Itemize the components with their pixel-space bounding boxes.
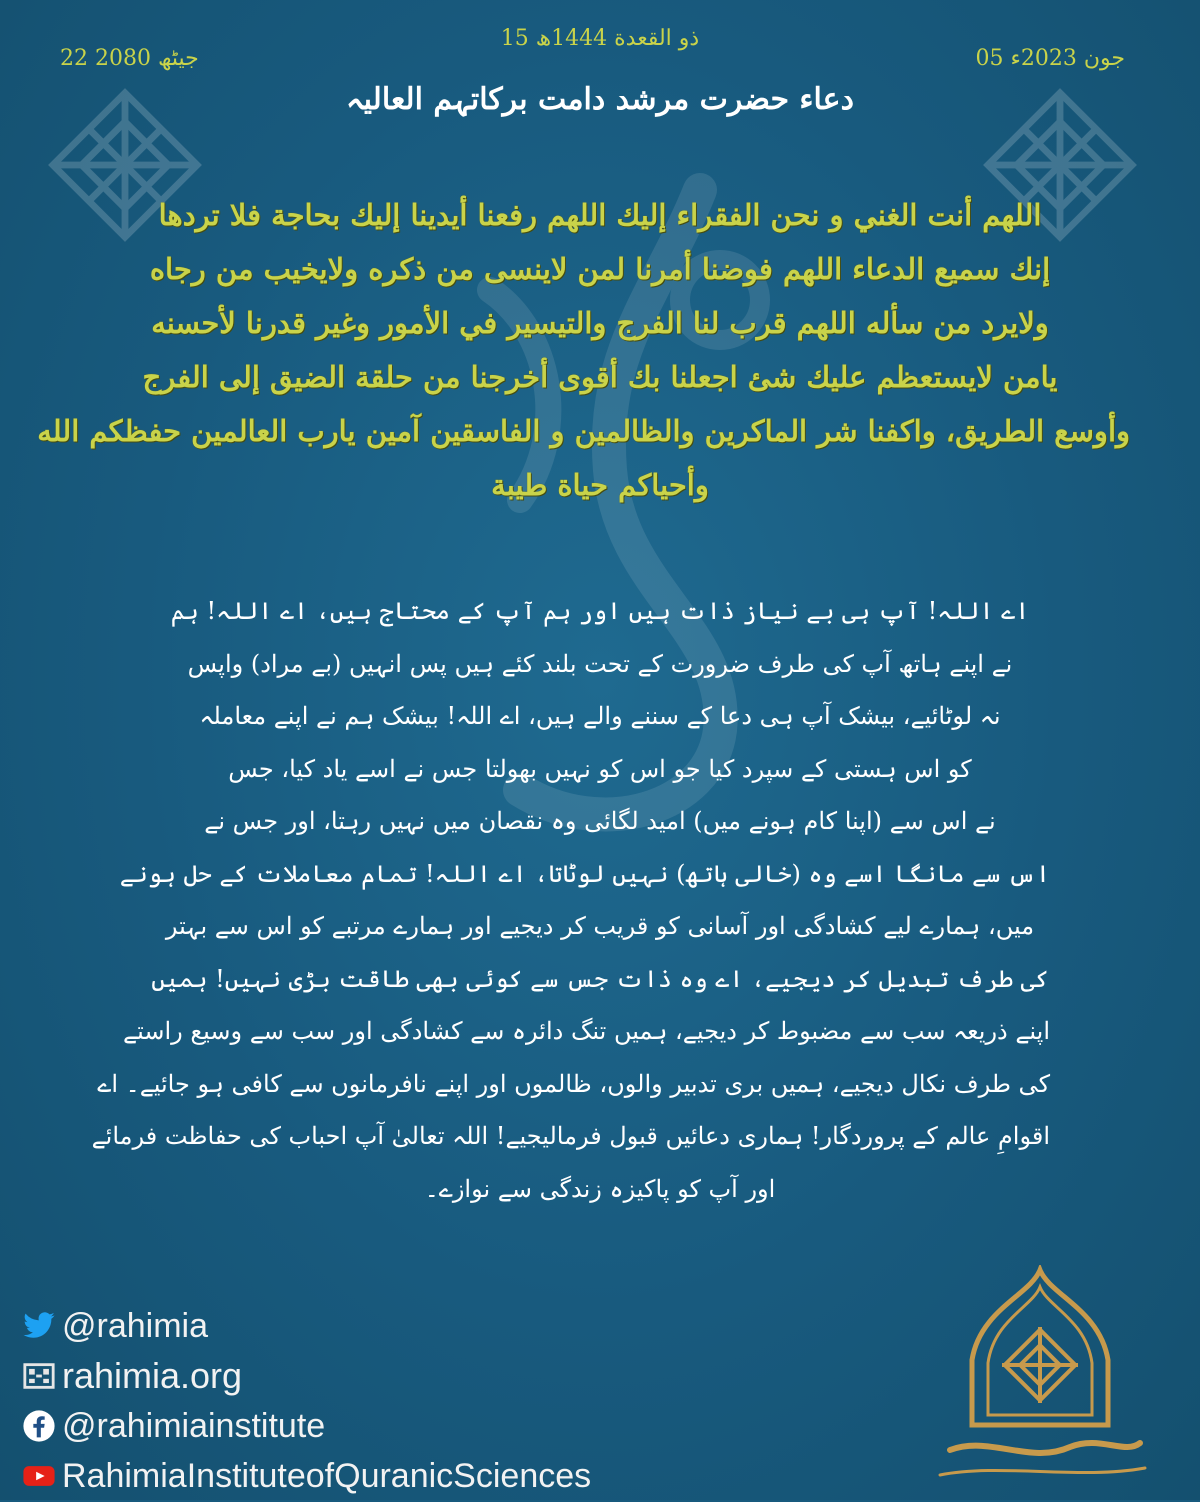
urdu-line: اور آپ کو پاکیزہ زندگی سے نوازے۔ bbox=[424, 1174, 776, 1203]
arabic-line: وأوسع الطريق، واكفنا شر الماكرين والظالمين و الفاسقين آمين يارب العالمين حفظكم الله bbox=[37, 414, 1130, 448]
urdu-line: نے اپنے ہاتھ آپ کی طرف ضرورت کے تحت بلند کئے ہیں پس انہیں (بے مراد) واپس bbox=[187, 649, 1013, 678]
youtube-link[interactable] bbox=[22, 1452, 591, 1500]
bikrami-date: 22 جیٹھ 2080 bbox=[60, 46, 199, 71]
hijri-date: 15 ذو القعدة 1444ھ bbox=[500, 26, 700, 51]
arabic-line: وأحياكم حياة طيبة bbox=[491, 468, 709, 502]
urdu-line: نہ لوٹائیے، بیشک آپ ہی دعا کے سننے والے ہیں، اے اللہ! بیشک ہم نے اپنے معاملہ bbox=[199, 702, 1001, 730]
page-title: دعاء حضرت مرشد دامت برکاتہم العالیہ bbox=[346, 82, 854, 117]
urdu-line: اس سے مانگا اسے وہ (خالی ہاتھ) نہیں لوٹاتا، اے اللہ! تمام معاملات کے حل ہونے bbox=[119, 859, 1050, 888]
facebook-f-icon bbox=[22, 1409, 56, 1443]
institute-logo bbox=[910, 1265, 1170, 1490]
urdu-line: کو اس ہستی کے سپرد کیا جو اس کو نہیں بھولتا جس نے اسے یاد کیا، جس bbox=[228, 754, 972, 783]
website-url: rahimia.org bbox=[62, 1355, 243, 1396]
arabic-line: إنك سميع الدعاء اللهم فوضنا أمرنا لمن لاينسى من ذكره ولايخيب من رجاه bbox=[149, 252, 1051, 286]
qr-mark-icon bbox=[22, 1359, 56, 1393]
facebook-handle: @rahimiainstitute bbox=[62, 1406, 326, 1445]
urdu-translation bbox=[91, 585, 1050, 1215]
social-links bbox=[22, 1302, 591, 1502]
arabic-dua bbox=[37, 188, 1130, 512]
urdu-line: اپنے ذریعہ سب سے مضبوط کر دیجیے، ہمیں تنگ دائرہ سے کشادگی اور سب سے وسیع راستے bbox=[123, 1017, 1050, 1045]
twitter-link[interactable] bbox=[22, 1302, 591, 1350]
urdu-line: اے اللہ! آپ ہی بے نیاز ذات ہیں اور ہم آپ کے محتاج ہیں، اے اللہ! ہم bbox=[170, 597, 1030, 625]
arabic-line: ولايرد من سأله اللهم قرب لنا الفرج والتيسير في الأمور وغير قدرنا لأحسنه bbox=[151, 306, 1049, 340]
arabic-line: يامن لايستعظم عليك شئ اجعلنا بك أقوى أخرجنا من حلقة الضيق إلى الفرج bbox=[142, 360, 1058, 394]
gregorian-date: 05 جون 2023ء bbox=[975, 46, 1125, 71]
urdu-line: میں، ہمارے لیے کشادگی اور آسانی کو قریب کر دیجیے اور ہمارے مرتبے کو اس سے بہتر bbox=[165, 912, 1035, 940]
urdu-line: اقوامِ عالم کے پروردگار! ہماری دعائیں قبول فرمالیجیے! اللہ تعالیٰ آپ احباب کی حفاظت فرمائے bbox=[91, 1122, 1050, 1150]
urdu-line: کی طرف تبدیل کر دیجیے، اے وہ ذات جس سے کوئی بھی طاقت بڑی نہیں! ہمیں bbox=[151, 964, 1049, 993]
urdu-line: کی طرف نکال دیجیے، ہمیں بری تدبیر والوں، ظالموں اور اپنے نافرمانوں سے کافی ہو جائیے۔ اے bbox=[97, 1069, 1050, 1098]
facebook-link[interactable] bbox=[22, 1402, 591, 1450]
website-link[interactable] bbox=[22, 1352, 591, 1400]
twitter-bird-icon bbox=[22, 1309, 56, 1343]
youtube-play-icon bbox=[22, 1459, 56, 1493]
arabic-line: اللهم أنت الغني و نحن الفقراء إليك اللهم رفعنا أيدينا إليك بحاجة فلا تردها bbox=[158, 198, 1042, 232]
twitter-handle: @rahimia bbox=[62, 1306, 208, 1345]
urdu-line: نے اس سے (اپنا کام ہونے میں) امید لگائی وہ نقصان میں نہیں رہتا، اور جس نے bbox=[204, 807, 996, 835]
youtube-channel: RahimiaInstituteofQuranicSciences bbox=[62, 1456, 592, 1495]
